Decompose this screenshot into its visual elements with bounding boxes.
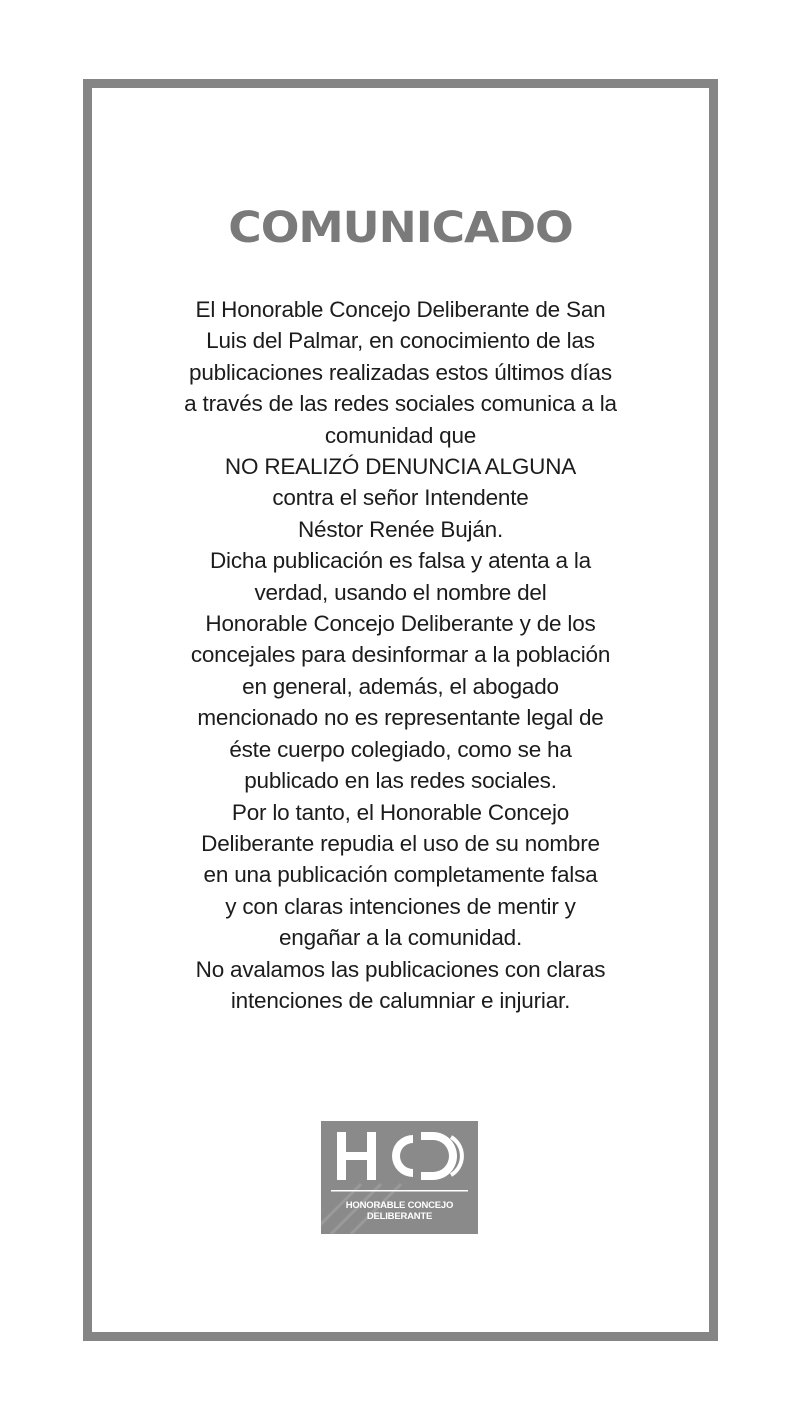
- body-line: Dicha publicación es falsa y atenta a la: [210, 548, 591, 574]
- hcd-logo: [321, 1121, 478, 1234]
- body-line: a través de las redes sociales comunica a la: [184, 391, 617, 417]
- body-line: y con claras intenciones de mentir y: [225, 893, 576, 919]
- body-line: éste cuerpo colegiado, como se ha: [229, 736, 572, 762]
- body-line: en una publicación completamente falsa: [203, 862, 598, 888]
- body-line: publicaciones realizadas estos últimos días: [189, 359, 612, 385]
- body-line: Luis del Palmar, en conocimiento de las: [206, 328, 595, 354]
- communique-frame: [83, 79, 718, 1341]
- body-line: No avalamos las publicaciones con claras: [195, 956, 606, 982]
- communique-body: [142, 294, 659, 1016]
- body-line: mencionado no es representante legal de: [197, 705, 604, 731]
- body-line: engañar a la comunidad.: [278, 925, 523, 951]
- body-line: publicado en las redes sociales.: [244, 768, 557, 794]
- logo-caption-line1: HONORABLE CONCEJO: [345, 1200, 454, 1211]
- body-line: Por lo tanto, el Honorable Concejo: [231, 799, 570, 825]
- body-line: El Honorable Concejo Deliberante de San: [195, 297, 606, 322]
- body-line: NO REALIZÓ DENUNCIA ALGUNA: [224, 454, 577, 480]
- body-line: intenciones de calumniar e injuriar.: [230, 987, 571, 1013]
- body-line: comunidad que: [324, 422, 477, 448]
- body-line: Deliberante repudia el uso de su nombre: [201, 830, 600, 856]
- body-line: Néstor Renée Buján.: [297, 516, 504, 542]
- body-line: Honorable Concejo Deliberante y de los: [205, 611, 596, 637]
- body-line: verdad, usando el nombre del: [254, 579, 547, 605]
- communique-title: COMUNICADO: [228, 203, 573, 253]
- body-line: en general, además, el abogado: [242, 673, 559, 699]
- logo-caption-line2: DELIBERANTE: [366, 1211, 433, 1222]
- body-line: contra el señor Intendente: [272, 485, 529, 511]
- body-line: concejales para desinformar a la población: [190, 642, 611, 668]
